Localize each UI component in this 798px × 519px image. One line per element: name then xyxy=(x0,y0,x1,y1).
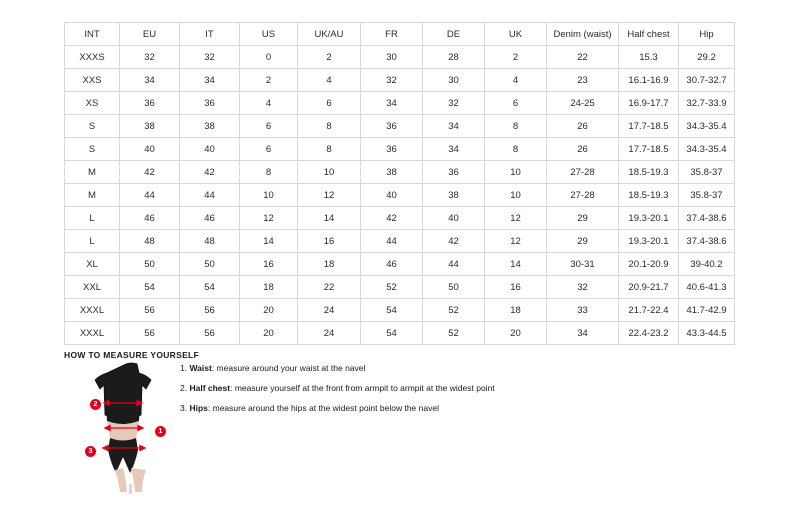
cell-int: XXXS xyxy=(65,46,120,69)
cell-uk: 18 xyxy=(485,299,547,322)
column-header-us: US xyxy=(240,23,298,46)
cell-fr: 34 xyxy=(361,92,423,115)
cell-de: 40 xyxy=(423,207,485,230)
column-header-fr: FR xyxy=(361,23,423,46)
column-header-half-chest: Half chest xyxy=(619,23,679,46)
cell-fr: 30 xyxy=(361,46,423,69)
cell-de: 28 xyxy=(423,46,485,69)
cell-us: 6 xyxy=(240,138,298,161)
cell-int: XXS xyxy=(65,69,120,92)
cell-uk: 12 xyxy=(485,230,547,253)
cell-uk-au: 22 xyxy=(298,276,361,299)
cell-it: 38 xyxy=(180,115,240,138)
cell-int: XXXL xyxy=(65,322,120,345)
measure-item-term: Waist xyxy=(189,363,212,373)
cell-us: 10 xyxy=(240,184,298,207)
cell-hip: 34.3-35.4 xyxy=(679,138,735,161)
table-row xyxy=(65,207,735,230)
cell-half-chest: 19.3-20.1 xyxy=(619,230,679,253)
cell-int: XS xyxy=(65,92,120,115)
cell-eu: 50 xyxy=(120,253,180,276)
cell-it: 42 xyxy=(180,161,240,184)
cell-fr: 54 xyxy=(361,299,423,322)
cell-fr: 42 xyxy=(361,207,423,230)
cell-it: 34 xyxy=(180,69,240,92)
cell-int: M xyxy=(65,184,120,207)
column-header-eu: EU xyxy=(120,23,180,46)
cell-us: 2 xyxy=(240,69,298,92)
cell-us: 16 xyxy=(240,253,298,276)
cell-it: 56 xyxy=(180,299,240,322)
measure-item-term: Half chest xyxy=(189,383,231,394)
cell-half-chest: 16.9-17.7 xyxy=(619,92,679,115)
cell-half-chest: 18.5-19.3 xyxy=(619,161,679,184)
cell-de: 50 xyxy=(423,276,485,299)
cell-fr: 52 xyxy=(361,276,423,299)
cell-denim-waist: 29 xyxy=(547,207,619,230)
cell-half-chest: 22.4-23.2 xyxy=(619,322,679,345)
cell-de: 44 xyxy=(423,253,485,276)
cell-it: 46 xyxy=(180,207,240,230)
cell-de: 34 xyxy=(423,115,485,138)
measure-item-index: 3. xyxy=(180,403,188,414)
cell-eu: 54 xyxy=(120,276,180,299)
cell-uk: 8 xyxy=(485,138,547,161)
cell-de: 38 xyxy=(423,184,485,207)
cell-uk-au: 10 xyxy=(298,161,361,184)
cell-hip: 35.8-37 xyxy=(679,184,735,207)
cell-us: 20 xyxy=(240,299,298,322)
cell-fr: 44 xyxy=(361,230,423,253)
measure-item-text: : measure yourself at the front from armpit to armpit at the widest point xyxy=(230,383,495,394)
table-row xyxy=(65,46,735,69)
table-row xyxy=(65,299,735,322)
size-chart-head xyxy=(65,23,735,46)
table-row xyxy=(65,115,735,138)
cell-denim-waist: 30-31 xyxy=(547,253,619,276)
cell-int: S xyxy=(65,138,120,161)
cell-int: M xyxy=(65,161,120,184)
cell-uk: 6 xyxy=(485,92,547,115)
table-header-row xyxy=(65,23,735,46)
cell-us: 18 xyxy=(240,276,298,299)
size-chart-container xyxy=(64,22,734,345)
measure-item-index: 2. xyxy=(180,383,188,394)
cell-denim-waist: 27-28 xyxy=(547,184,619,207)
column-header-int: INT xyxy=(65,23,120,46)
cell-hip: 34.3-35.4 xyxy=(679,115,735,138)
cell-half-chest: 21.7-22.4 xyxy=(619,299,679,322)
cell-eu: 32 xyxy=(120,46,180,69)
cell-denim-waist: 26 xyxy=(547,115,619,138)
table-row xyxy=(65,322,735,345)
cell-de: 42 xyxy=(423,230,485,253)
measure-marker-2: 2 xyxy=(90,399,101,410)
cell-it: 40 xyxy=(180,138,240,161)
cell-hip: 39-40.2 xyxy=(679,253,735,276)
cell-uk-au: 8 xyxy=(298,138,361,161)
cell-de: 34 xyxy=(423,138,485,161)
cell-fr: 36 xyxy=(361,138,423,161)
cell-eu: 42 xyxy=(120,161,180,184)
cell-hip: 43.3-44.5 xyxy=(679,322,735,345)
cell-eu: 44 xyxy=(120,184,180,207)
cell-it: 36 xyxy=(180,92,240,115)
cell-int: L xyxy=(65,230,120,253)
cell-denim-waist: 27-28 xyxy=(547,161,619,184)
cell-denim-waist: 33 xyxy=(547,299,619,322)
cell-half-chest: 16.1-16.9 xyxy=(619,69,679,92)
cell-denim-waist: 22 xyxy=(547,46,619,69)
cell-uk-au: 4 xyxy=(298,69,361,92)
measure-item-text: : measure around your waist at the navel xyxy=(211,363,366,373)
measure-item-term: Hips xyxy=(189,403,208,414)
cell-uk-au: 2 xyxy=(298,46,361,69)
measure-marker-1: 1 xyxy=(155,426,166,437)
table-row xyxy=(65,138,735,161)
cell-eu: 48 xyxy=(120,230,180,253)
how-to-measure-list xyxy=(180,363,600,424)
cell-eu: 56 xyxy=(120,299,180,322)
size-chart-body xyxy=(65,46,735,345)
column-header-hip: Hip xyxy=(679,23,735,46)
cell-half-chest: 18.5-19.3 xyxy=(619,184,679,207)
cell-us: 0 xyxy=(240,46,298,69)
cell-denim-waist: 24-25 xyxy=(547,92,619,115)
cell-us: 8 xyxy=(240,161,298,184)
how-to-measure-title: HOW TO MEASURE YOURSELF xyxy=(64,350,200,360)
table-row xyxy=(65,276,735,299)
cell-us: 14 xyxy=(240,230,298,253)
size-chart-table xyxy=(64,22,735,345)
cell-int: XXXL xyxy=(65,299,120,322)
cell-de: 36 xyxy=(423,161,485,184)
cell-hip: 29.2 xyxy=(679,46,735,69)
cell-fr: 36 xyxy=(361,115,423,138)
cell-uk-au: 14 xyxy=(298,207,361,230)
cell-de: 30 xyxy=(423,69,485,92)
cell-uk: 4 xyxy=(485,69,547,92)
column-header-denim-waist: Denim (waist) xyxy=(547,23,619,46)
cell-us: 12 xyxy=(240,207,298,230)
cell-uk: 8 xyxy=(485,115,547,138)
cell-uk: 16 xyxy=(485,276,547,299)
cell-us: 4 xyxy=(240,92,298,115)
cell-denim-waist: 32 xyxy=(547,276,619,299)
cell-fr: 38 xyxy=(361,161,423,184)
cell-hip: 30.7-32.7 xyxy=(679,69,735,92)
cell-fr: 46 xyxy=(361,253,423,276)
cell-uk: 12 xyxy=(485,207,547,230)
cell-de: 52 xyxy=(423,322,485,345)
cell-uk: 20 xyxy=(485,322,547,345)
column-header-uk-au: UK/AU xyxy=(298,23,361,46)
cell-uk-au: 6 xyxy=(298,92,361,115)
cell-uk-au: 24 xyxy=(298,322,361,345)
column-header-it: IT xyxy=(180,23,240,46)
cell-eu: 56 xyxy=(120,322,180,345)
cell-int: XXL xyxy=(65,276,120,299)
cell-eu: 34 xyxy=(120,69,180,92)
list-item xyxy=(180,383,600,393)
cell-hip: 40.6-41.3 xyxy=(679,276,735,299)
cell-uk-au: 8 xyxy=(298,115,361,138)
cell-half-chest: 20.9-21.7 xyxy=(619,276,679,299)
table-row xyxy=(65,69,735,92)
cell-int: L xyxy=(65,207,120,230)
cell-hip: 41.7-42.9 xyxy=(679,299,735,322)
column-header-uk: UK xyxy=(485,23,547,46)
cell-eu: 38 xyxy=(120,115,180,138)
table-row xyxy=(65,161,735,184)
table-row xyxy=(65,92,735,115)
cell-it: 32 xyxy=(180,46,240,69)
cell-fr: 40 xyxy=(361,184,423,207)
cell-half-chest: 20.1-20.9 xyxy=(619,253,679,276)
cell-uk: 10 xyxy=(485,161,547,184)
cell-int: XL xyxy=(65,253,120,276)
table-row xyxy=(65,230,735,253)
measure-item-text: : measure around the hips at the widest point below the navel xyxy=(207,403,439,414)
cell-hip: 37.4-38.6 xyxy=(679,207,735,230)
cell-hip: 32.7-33.9 xyxy=(679,92,735,115)
cell-denim-waist: 34 xyxy=(547,322,619,345)
cell-half-chest: 17.7-18.5 xyxy=(619,115,679,138)
cell-de: 32 xyxy=(423,92,485,115)
table-row xyxy=(65,253,735,276)
cell-half-chest: 19.3-20.1 xyxy=(619,207,679,230)
cell-fr: 54 xyxy=(361,322,423,345)
cell-uk: 10 xyxy=(485,184,547,207)
list-item xyxy=(180,363,600,373)
cell-it: 54 xyxy=(180,276,240,299)
cell-int: S xyxy=(65,115,120,138)
cell-de: 52 xyxy=(423,299,485,322)
cell-uk-au: 12 xyxy=(298,184,361,207)
cell-uk: 14 xyxy=(485,253,547,276)
cell-uk-au: 24 xyxy=(298,299,361,322)
cell-it: 48 xyxy=(180,230,240,253)
cell-denim-waist: 29 xyxy=(547,230,619,253)
cell-eu: 46 xyxy=(120,207,180,230)
measure-marker-3: 3 xyxy=(85,446,96,457)
cell-denim-waist: 26 xyxy=(547,138,619,161)
cell-us: 20 xyxy=(240,322,298,345)
cell-eu: 36 xyxy=(120,92,180,115)
cell-half-chest: 15.3 xyxy=(619,46,679,69)
cell-uk-au: 16 xyxy=(298,230,361,253)
cell-uk: 2 xyxy=(485,46,547,69)
table-row xyxy=(65,184,735,207)
cell-it: 44 xyxy=(180,184,240,207)
cell-hip: 35.8-37 xyxy=(679,161,735,184)
cell-us: 6 xyxy=(240,115,298,138)
measure-item-index: 1. xyxy=(180,363,188,373)
cell-denim-waist: 23 xyxy=(547,69,619,92)
column-header-de: DE xyxy=(423,23,485,46)
cell-it: 56 xyxy=(180,322,240,345)
cell-uk-au: 18 xyxy=(298,253,361,276)
cell-fr: 32 xyxy=(361,69,423,92)
list-item xyxy=(180,403,600,413)
cell-hip: 37.4-38.6 xyxy=(679,230,735,253)
cell-half-chest: 17.7-18.5 xyxy=(619,138,679,161)
cell-it: 50 xyxy=(180,253,240,276)
cell-eu: 40 xyxy=(120,138,180,161)
